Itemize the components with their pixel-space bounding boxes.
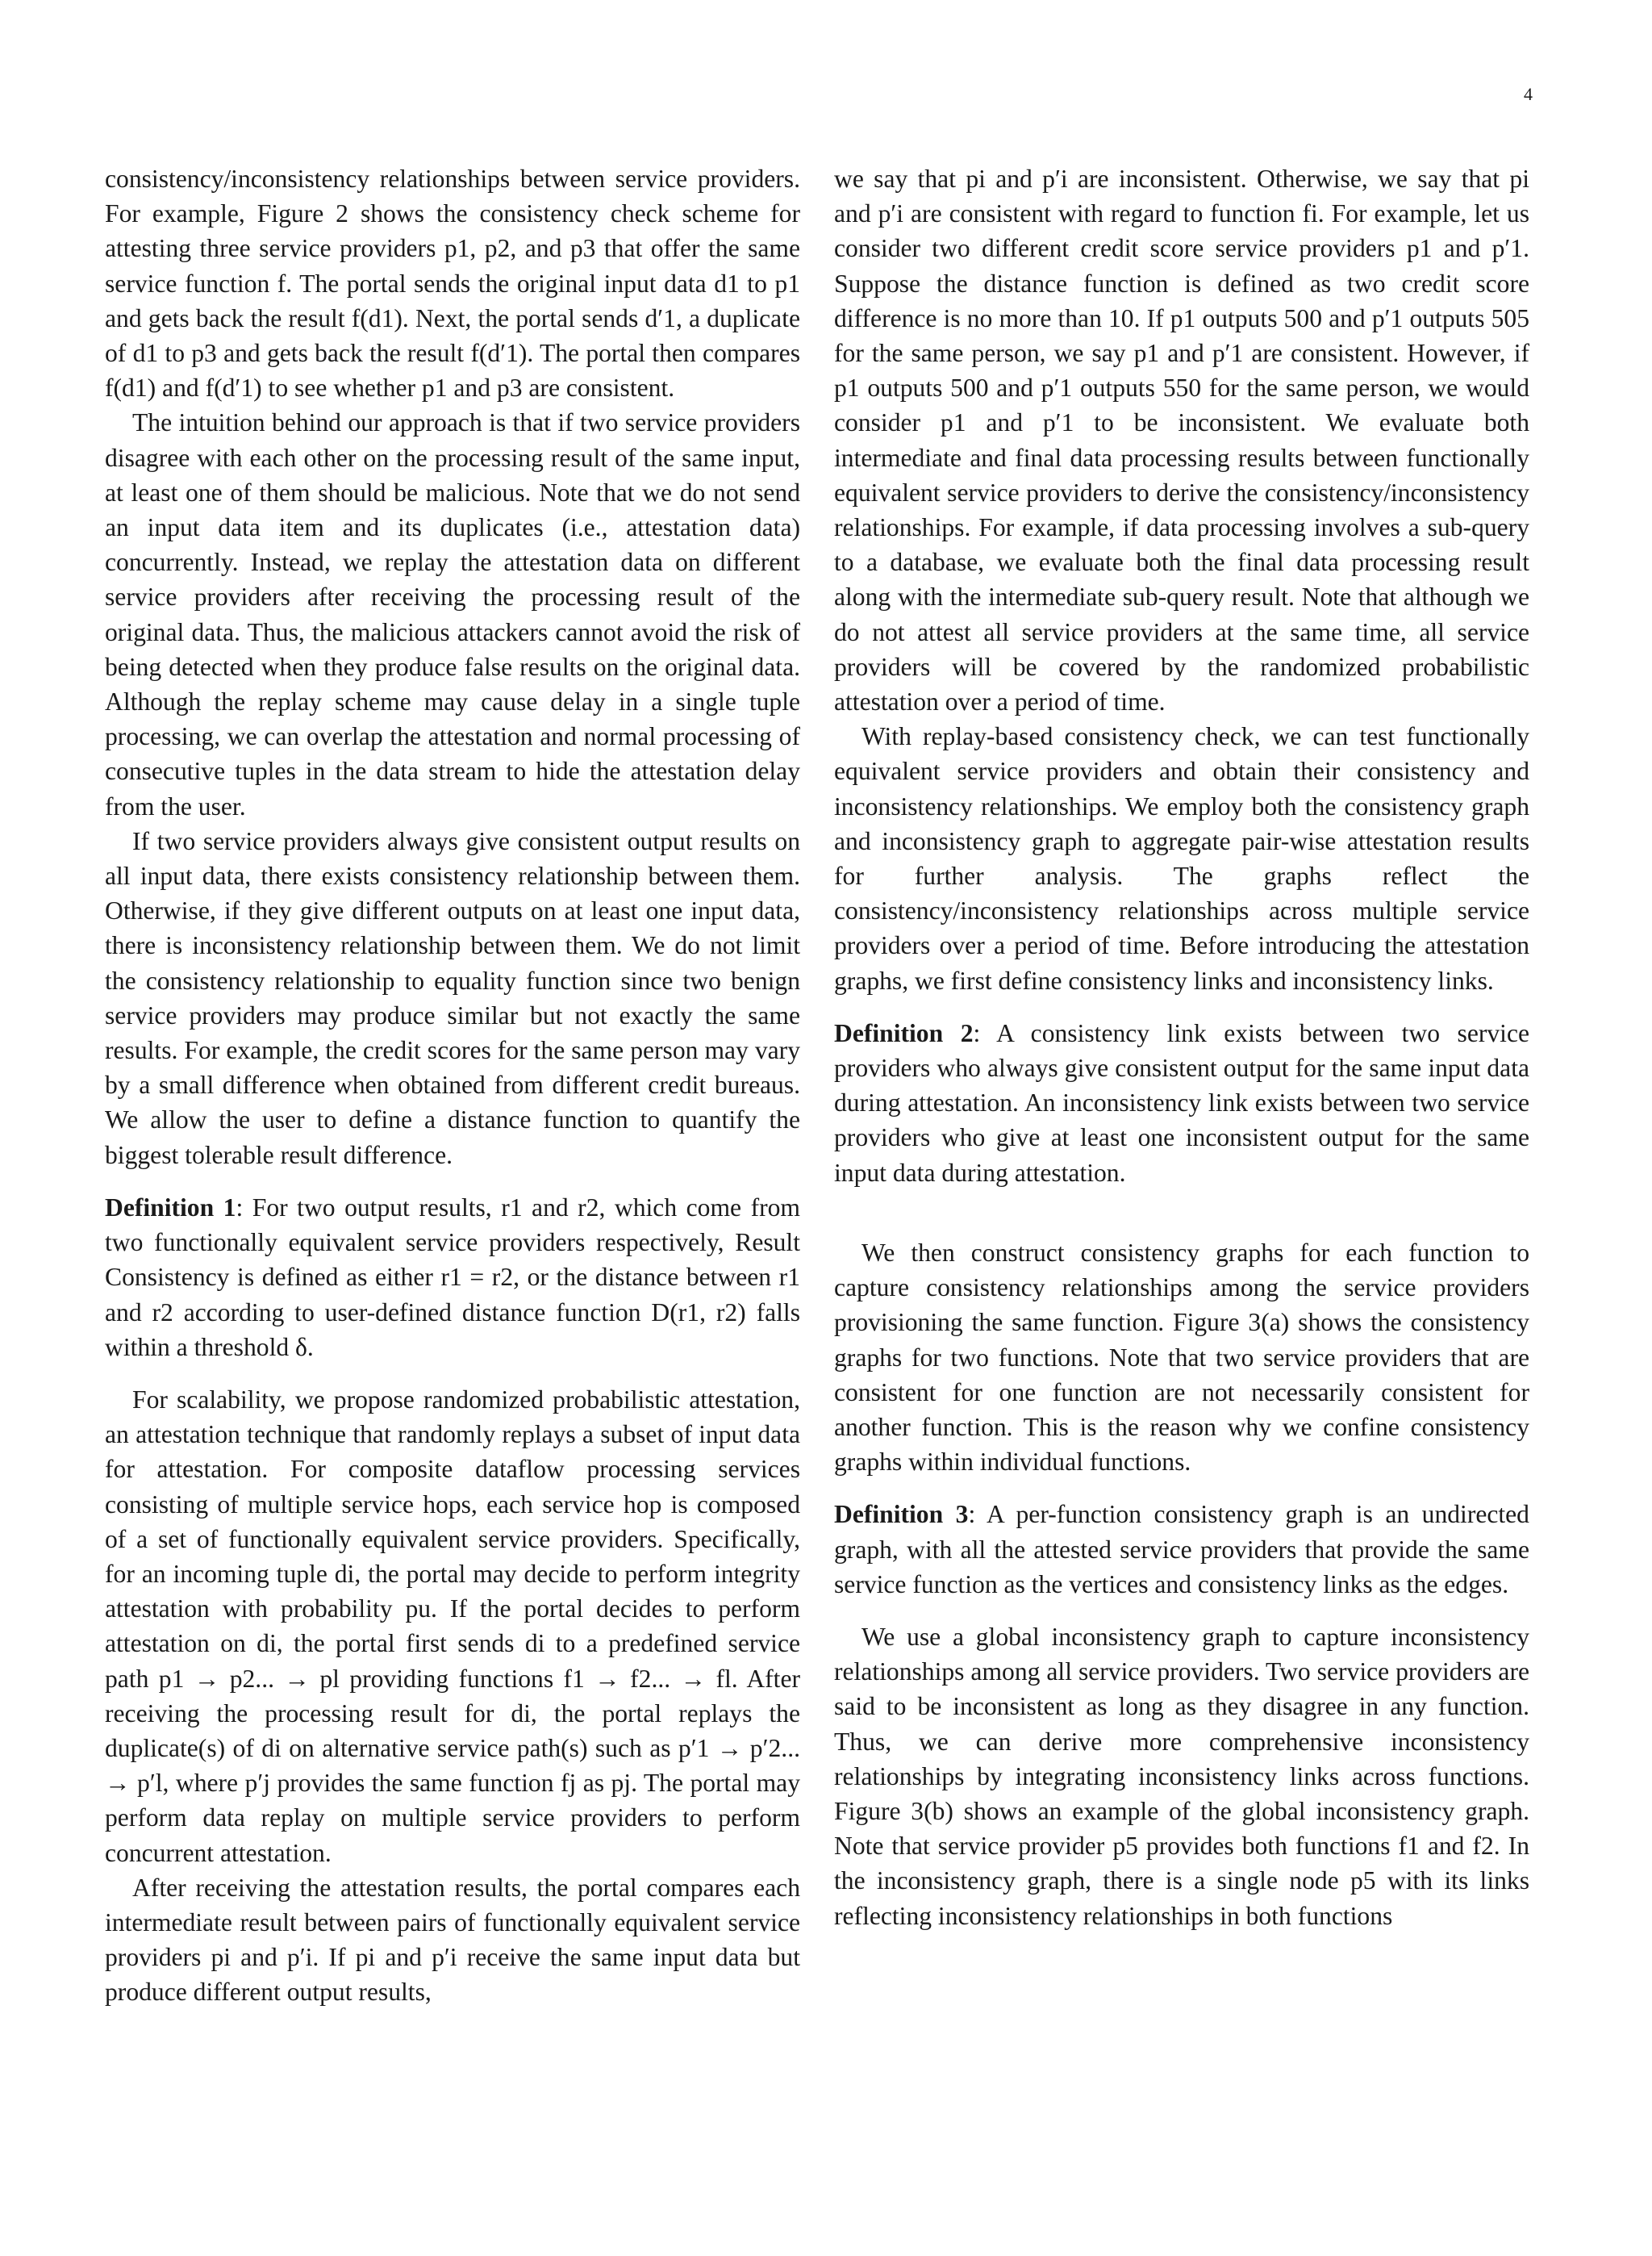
paragraph: If two service providers always give consistent output results on all input data, there exists consistency relationship between them. Otherwise, if they give different outputs on at least one input data, there is inconsistency relationship between them. We do not limit the consistency relationship to equality function since two benign service providers may produce similar but not exactly the same results. For example, the credit scores for the same person may vary by a small difference when obtained from different credit bureaus. We allow the user to define a distance function to quantify the biggest tolerable result difference. (105, 826, 800, 1169)
paragraph: The intuition behind our approach is that if two service providers disagree with each other on the processing result of the same input, at least one of them should be malicious. Note that we do not send an input data item and its duplicates (i.e., attestation data) concurrently. Instead, we replay the attestation data on different service providers after receiving the processing result of the original data. Thus, the malicious attackers cannot avoid the risk of being detected when they produce false results on the original data. Although the replay scheme may cause delay in a single tuple processing, we can overlap the attestation and normal processing of consecutive tuples in the data stream to hide the attestation delay from the user. (105, 408, 800, 821)
paragraph: We then construct consistency graphs for each function to capture consistency relationships among the service providers provisioning the same function. Figure 3(a) shows the consistency graphs for two functions. Note that two service providers that are consistent for one function are not necessarily consistent for another function. This is the reason why we confine consistency graphs within individual functions. (834, 1238, 1529, 1477)
page-number: 4 (1524, 84, 1533, 104)
definition-text: : A consistency link exists between two service providers who always give consistent output for the same input data during attestation. An inconsistency link exists between two service providers who give at least one inconsistent output for the same input data during attestation. (834, 1018, 1529, 1187)
paragraph: After receiving the attestation results, the portal compares each intermediate result between pairs of functionally equivalent service providers pi and p′i. If pi and p′i receive the same input data but produce different output results, (105, 1873, 800, 2007)
left-column (105, 161, 800, 2010)
definition-label: Definition 1 (105, 1193, 236, 1222)
definition-text: : For two output results, r1 and r2, which come from two functionally equivalent service providers respectively, Result Consistency is defined as either r1 = r2, or the distance between r1 and r2 according to user-defined distance function D(r1, r2) falls within a threshold δ. (105, 1193, 800, 1361)
definition-label: Definition 3 (834, 1500, 969, 1529)
paragraph: We use a global inconsistency graph to capture inconsistency relationships among all service providers. Two service providers are said to be inconsistent as long as they disagree in any function. Thus, we can derive more comprehensive inconsistency relationships by integrating inconsistency links across functions. Figure 3(b) shows an example of the global inconsistency graph. Note that service provider p5 provides both functions f1 and f2. In the inconsistency graph, there is a single node p5 with its links reflecting inconsistency relationships in both functions (834, 1622, 1529, 1930)
right-column (834, 161, 1529, 1933)
paragraph: we say that pi and p′i are inconsistent. Otherwise, we say that pi and p′i are consistent with regard to function fi. For example, let us consider two different credit score service providers p1 and p′1. Suppose the distance function is defined as two credit score difference is no more than 10. If p1 outputs 500 and p′1 outputs 505 for the same person, we say p1 and p′1 are consistent. However, if p1 outputs 500 and p′1 outputs 550 for the same person, we would consider p1 and p′1 to be inconsistent. We evaluate both intermediate and final data processing results between functionally equivalent service providers to derive the consistency/inconsistency relationships. For example, if data processing involves a sub-query to a database, we evaluate both the final data processing result along with the intermediate sub-query result. Note that although we do not attest all service providers at the same time, all service providers will be covered by the randomized probabilistic attestation over a period of time. (834, 165, 1529, 716)
definition-2 (834, 1016, 1529, 1190)
definition-label: Definition 2 (834, 1018, 974, 1047)
definition-1 (105, 1190, 800, 1364)
definition-text: : A per-function consistency graph is an undirected graph, with all the attested service providers that provide the same service function as the vertices and consistency links as the edges. (834, 1500, 1529, 1598)
paragraph: consistency/inconsistency relationships between service providers. For example, Figure 2 shows the consistency check scheme for attesting three service providers p1, p2, and p3 that offer the same service function f. The portal sends the original input data d1 to p1 and gets back the result f(d1). Next, the portal sends d′1, a duplicate of d1 to p3 and gets back the result f(d′1). The portal then compares f(d1) and f(d′1) to see whether p1 and p3 are consistent. (105, 165, 800, 403)
paragraph: For scalability, we propose randomized probabilistic attestation, an attestation technique that randomly replays a subset of input data for attestation. For composite dataflow processing services consisting of multiple service hops, each service hop is composed of a set of functionally equivalent service providers. Specifically, for an incoming tuple di, the portal may decide to perform integrity attestation with probability pu. If the portal decides to perform attestation on di, the portal first sends di to a predefined service path p1 → p2... → pl providing functions f1 → f2... → fl. After receiving the processing result for di, the portal replays the duplicate(s) of di on alternative service path(s) such as p′1 → p′2... → p′l, where p′j provides the same function fj as pj. The portal may perform data replay on multiple service providers to perform concurrent attestation. (105, 1385, 800, 1867)
paragraph: With replay-based consistency check, we can test functionally equivalent service providers and obtain their consistency and inconsistency relationships. We employ both the consistency graph and inconsistency graph to aggregate pair-wise attestation results for further analysis. The graphs reflect the consistency/inconsistency relationships across multiple service providers over a period of time. Before introducing the attestation graphs, we first define consistency links and inconsistency links. (834, 722, 1529, 995)
definition-3 (834, 1497, 1529, 1602)
